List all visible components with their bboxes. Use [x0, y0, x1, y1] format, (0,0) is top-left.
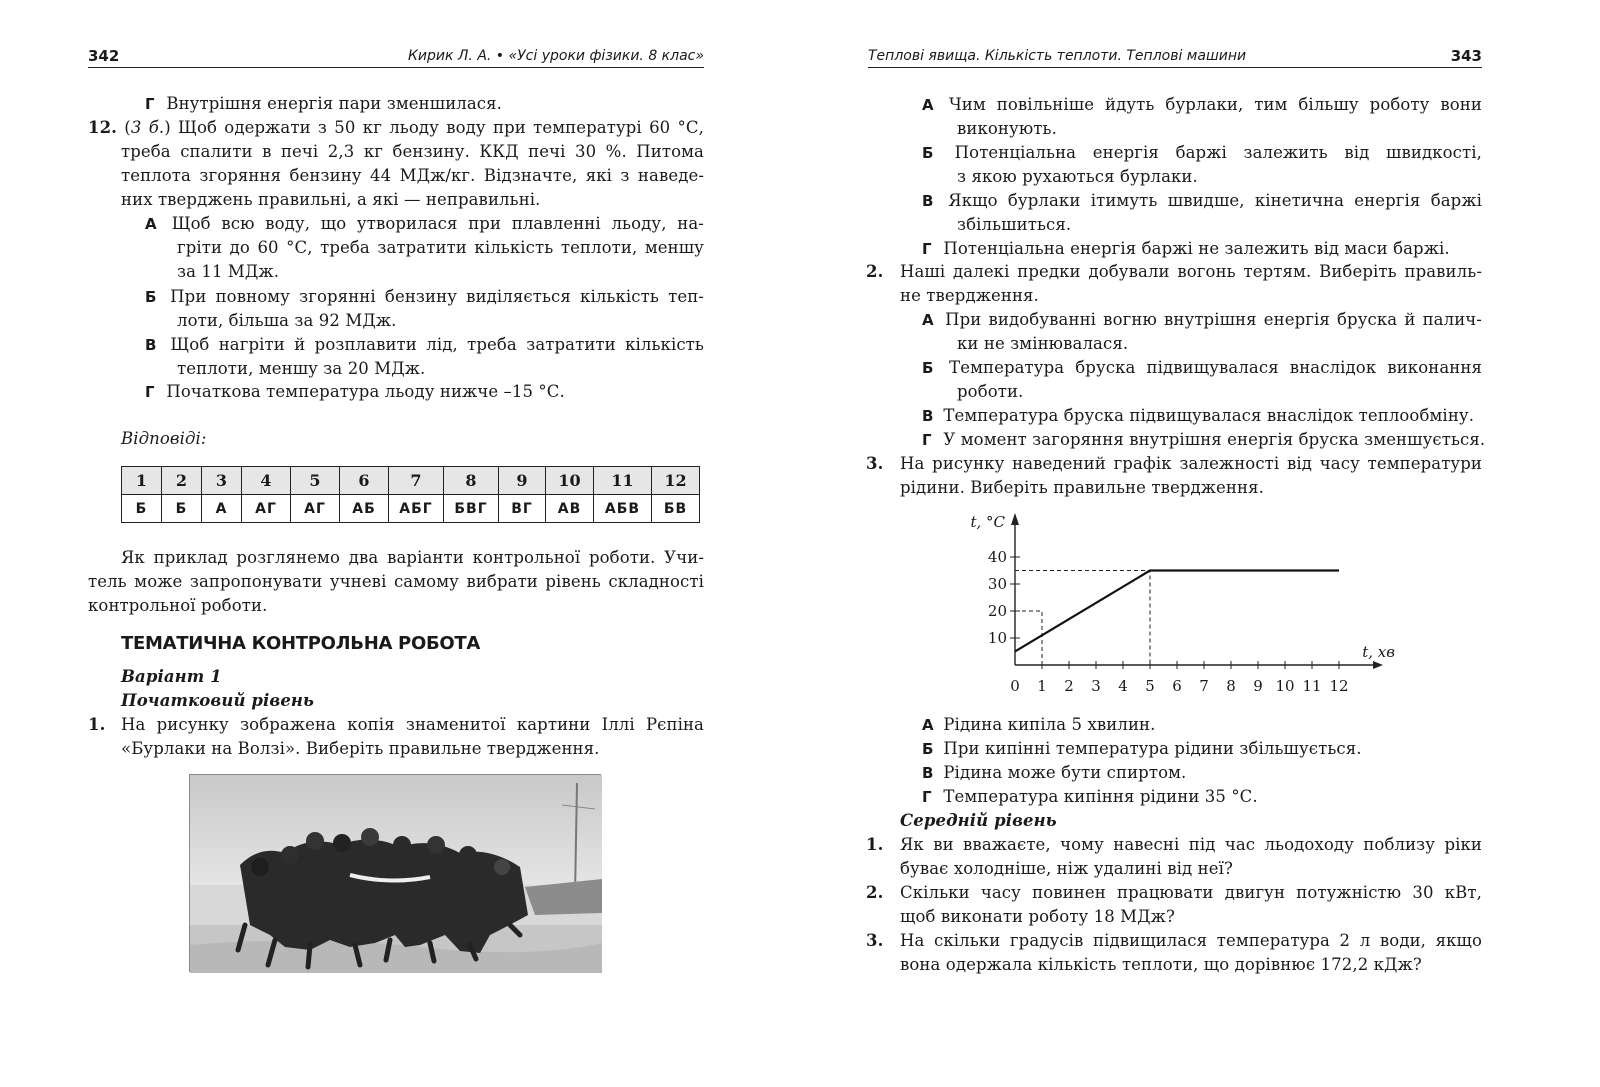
table-header-cell: 7 — [389, 467, 444, 495]
q1-option-b-line2: з якою рухаються бурлаки. — [957, 167, 1198, 186]
option-text: Щоб всю воду, що утворилася при плавленні льоду, на- — [171, 214, 704, 233]
barge-haulers-painting — [189, 774, 601, 972]
q12-line-4: них тверджень правильні, а які — неправильні. — [121, 190, 541, 209]
option-text: При повному згорянні бензину виділяється кількість теп- — [170, 287, 704, 306]
x-axis-arrow — [1373, 661, 1383, 669]
q1-line-1 — [88, 713, 704, 737]
table-header-cell: 8 — [444, 467, 499, 495]
q12-line-1: 12. (3 б.) Щоб одержати з 50 кг льоду воду при температурі 60 °С, — [88, 116, 704, 140]
option-letter: В — [145, 336, 157, 354]
table-cell: АБВ — [594, 495, 652, 523]
option-text: Рідина кипіла 5 хвилин. — [943, 715, 1156, 734]
table-cell: Б — [122, 495, 162, 523]
option-letter: В — [922, 407, 934, 425]
table-header-cell: 3 — [202, 467, 242, 495]
table-header-cell: 9 — [499, 467, 546, 495]
q12-line-2: треба спалити в печі 2,3 кг бензину. ККД печі 30 %. Питома — [121, 142, 704, 161]
question-number: 2. — [866, 262, 884, 281]
table-header-cell: 5 — [291, 467, 340, 495]
x-tick-label: 9 — [1253, 677, 1263, 695]
option-letter: Г — [922, 788, 932, 806]
option-letter: Г — [145, 383, 155, 401]
option-text: При кипінні температура рідини збільшується. — [943, 739, 1362, 758]
running-head — [868, 46, 1482, 68]
q11-option-g — [145, 92, 502, 116]
q12-option-g — [145, 380, 565, 404]
table-cell: ВГ — [499, 495, 546, 523]
running-title: Кирик Л. А. • «Усі уроки фізики. 8 клас» — [407, 48, 704, 64]
running-head — [88, 46, 704, 68]
question-text: Як ви вважаєте, чому навесні під час льодоходу поблизу ріки — [900, 835, 1482, 854]
option-text: Рідина може бути спиртом. — [943, 763, 1187, 782]
question-text: На рисунку зображена копія знаменитої картини Іллі Рєпіна — [121, 715, 704, 734]
q3-option-b — [922, 737, 1362, 761]
q12-option-v — [145, 333, 704, 357]
q2-option-g — [922, 428, 1485, 452]
x-tick-label: 8 — [1226, 677, 1236, 695]
page-number: 342 — [88, 47, 120, 65]
option-text: Внутрішня енергія пари зменшилася. — [166, 94, 502, 113]
table-header-cell: 6 — [340, 467, 389, 495]
q2-option-b-line2: роботи. — [957, 382, 1024, 401]
q2-option-v — [922, 404, 1474, 428]
question-number: 2. — [866, 883, 884, 902]
table-cell: БВГ — [444, 495, 499, 523]
table-header-cell: 1 — [122, 467, 162, 495]
option-text: Щоб нагріти й розплавити лід, треба затратити кількість — [170, 335, 704, 354]
x-tick-label: 2 — [1064, 677, 1074, 695]
mid-q2-line-1 — [866, 881, 1482, 905]
option-letter: Г — [145, 95, 155, 113]
question-points: 3 б. — [130, 118, 165, 137]
x-tick-label: 5 — [1145, 677, 1155, 695]
x-tick-label: 0 — [1010, 677, 1020, 695]
option-text: Температура бруска підвищувалася внаслідок виконання — [949, 358, 1482, 377]
q2-option-b — [922, 356, 1482, 380]
option-text: Потенціальна енергія баржі не залежить від маси баржі. — [943, 239, 1450, 258]
q3-line-2: рідини. Виберіть правильне твердження. — [900, 478, 1264, 497]
question-text: На рисунку наведений графік залежності від часу температури — [900, 454, 1482, 473]
table-cell: АВ — [546, 495, 594, 523]
table-cell: БВ — [652, 495, 700, 523]
option-letter: Б — [922, 740, 934, 758]
level-heading: Початковий рівень — [121, 691, 315, 710]
question-number: 3. — [866, 931, 884, 950]
q2-option-a — [922, 308, 1482, 332]
option-text: Потенціальна енергія баржі залежить від швидкості, — [954, 143, 1482, 162]
answers-header-row — [122, 467, 700, 495]
q2-option-a-line2: ки не змінювалася. — [957, 334, 1129, 353]
q12-option-b-line2: лоти, більша за 92 МДж. — [177, 311, 397, 330]
answers-value-row — [122, 495, 700, 523]
answers-table — [121, 466, 700, 523]
q12-option-a-line2: гріти до 60 °С, треба затратити кількість теплоти, меншу — [177, 238, 704, 257]
page-number: 343 — [1450, 47, 1482, 65]
q12-option-v-line2: теплоти, меншу за 20 МДж. — [177, 359, 426, 378]
q3-line-1 — [866, 452, 1482, 476]
option-text: При видобуванні вогню внутрішня енергія бруска й палич- — [945, 310, 1482, 329]
temperature-line — [1015, 571, 1339, 652]
q1-option-a — [922, 93, 1482, 117]
x-tick-label: 7 — [1199, 677, 1209, 695]
q1-option-g — [922, 237, 1450, 261]
table-header-cell: 11 — [594, 467, 652, 495]
y-axis-label: t, °C — [970, 513, 1005, 531]
y-tick-label: 20 — [987, 602, 1007, 620]
y-tick-label: 10 — [987, 629, 1007, 647]
table-cell: АБ — [340, 495, 389, 523]
question-text: На скільки градусів підвищилася температура 2 л води, якщо — [900, 931, 1482, 950]
mid-q1-line-1 — [866, 833, 1482, 857]
option-letter: Б — [922, 359, 934, 377]
table-cell: АГ — [291, 495, 340, 523]
painting-image — [190, 775, 602, 973]
option-letter: Г — [922, 431, 932, 449]
option-text: Температура бруска підвищувалася внаслідок теплообміну. — [943, 406, 1475, 425]
option-letter: В — [922, 192, 934, 210]
option-text: У момент загоряння внутрішня енергія бруска зменшується. — [943, 430, 1486, 449]
table-cell: А — [202, 495, 242, 523]
table-header-cell: 4 — [242, 467, 291, 495]
x-tick-label: 12 — [1329, 677, 1349, 695]
x-tick-label: 11 — [1302, 677, 1322, 695]
question-text: Скільки часу повинен працювати двигун потужністю 30 кВт, — [900, 883, 1482, 902]
option-text: Якщо бурлаки ітимуть швидше, кінетична енергія баржі — [948, 191, 1482, 210]
section-title: ТЕМАТИЧНА КОНТРОЛЬНА РОБОТА — [121, 633, 480, 654]
temperature-chart — [950, 505, 1395, 700]
q3-option-g — [922, 785, 1258, 809]
table-cell: АГ — [242, 495, 291, 523]
q12-option-a — [145, 212, 704, 236]
y-tick-label: 40 — [987, 548, 1007, 566]
x-tick-label: 10 — [1275, 677, 1295, 695]
option-text: Початкова температура льоду нижче –15 °С. — [166, 382, 565, 401]
guide-line — [1015, 571, 1150, 666]
question-number: 1. — [866, 835, 884, 854]
running-title: Теплові явища. Кількість теплоти. Теплові машини — [868, 48, 1247, 64]
x-tick-label: 6 — [1172, 677, 1182, 695]
q1-line-2: «Бурлаки на Волзі». Виберіть правильне твердження. — [121, 739, 600, 758]
q1-option-v — [922, 189, 1482, 213]
variant-heading: Варіант 1 — [121, 667, 222, 686]
table-header-cell: 2 — [162, 467, 202, 495]
y-tick-label: 30 — [987, 575, 1007, 593]
option-letter: А — [922, 311, 934, 329]
mid-q2-line-2: щоб виконати роботу 18 МДж? — [900, 907, 1175, 926]
question-number: 3. — [866, 454, 884, 473]
x-tick-label: 4 — [1118, 677, 1128, 695]
option-letter: Б — [145, 288, 157, 306]
table-header-cell: 12 — [652, 467, 700, 495]
q1-option-a-line2: виконують. — [957, 119, 1057, 138]
answers-label: Відповіді: — [121, 429, 207, 448]
x-axis-label: t, хв — [1362, 643, 1395, 661]
q12-option-a-line3: за 11 МДж. — [177, 262, 280, 281]
x-tick-label: 1 — [1037, 677, 1047, 695]
intro-line-1: Як приклад розглянемо два варіанти контрольної роботи. Учи- — [121, 548, 704, 567]
question-number: 1. — [88, 715, 106, 734]
q1-option-b — [922, 141, 1482, 165]
y-axis-arrow — [1011, 513, 1019, 525]
q12-option-b — [145, 285, 704, 309]
option-letter: Б — [922, 144, 934, 162]
mid-q3-line-1 — [866, 929, 1482, 953]
q2-line-2: не твердження. — [900, 286, 1039, 305]
question-text: Наші далекі предки добували вогонь тертям. Виберіть правиль- — [900, 262, 1482, 281]
q1-option-v-line2: збільшиться. — [957, 215, 1072, 234]
q2-line-1 — [866, 260, 1482, 284]
level2-heading: Середній рівень — [900, 811, 1057, 830]
mid-q3-line-2: вона одержала кількість теплоти, що дорівнює 172,2 кДж? — [900, 955, 1422, 974]
mid-q1-line-2: буває холодніше, ніж удалині від неї? — [900, 859, 1233, 878]
option-letter: В — [922, 764, 934, 782]
option-text: Температура кипіння рідини 35 °С. — [943, 787, 1258, 806]
table-cell: АБГ — [389, 495, 444, 523]
table-cell: Б — [162, 495, 202, 523]
intro-line-3: контрольної роботи. — [88, 596, 268, 615]
q3-option-v — [922, 761, 1186, 785]
intro-line-2: тель може запропонувати учневі самому вибрати рівень складності — [88, 572, 704, 591]
option-text: Чим повільніше йдуть бурлаки, тим більшу роботу вони — [948, 95, 1482, 114]
table-header-cell: 10 — [546, 467, 594, 495]
question-number: 12. — [88, 118, 118, 137]
x-tick-label: 3 — [1091, 677, 1101, 695]
option-letter: А — [922, 716, 934, 734]
option-letter: А — [922, 96, 934, 114]
option-letter: А — [145, 215, 157, 233]
q12-line-3: теплота згоряння бензину 44 МДж/кг. Відзначте, які з наведе- — [121, 166, 704, 185]
question-text: ) Щоб одержати з 50 кг льоду воду при температурі 60 °С, — [164, 118, 704, 137]
q3-option-a — [922, 713, 1155, 737]
option-letter: Г — [922, 240, 932, 258]
